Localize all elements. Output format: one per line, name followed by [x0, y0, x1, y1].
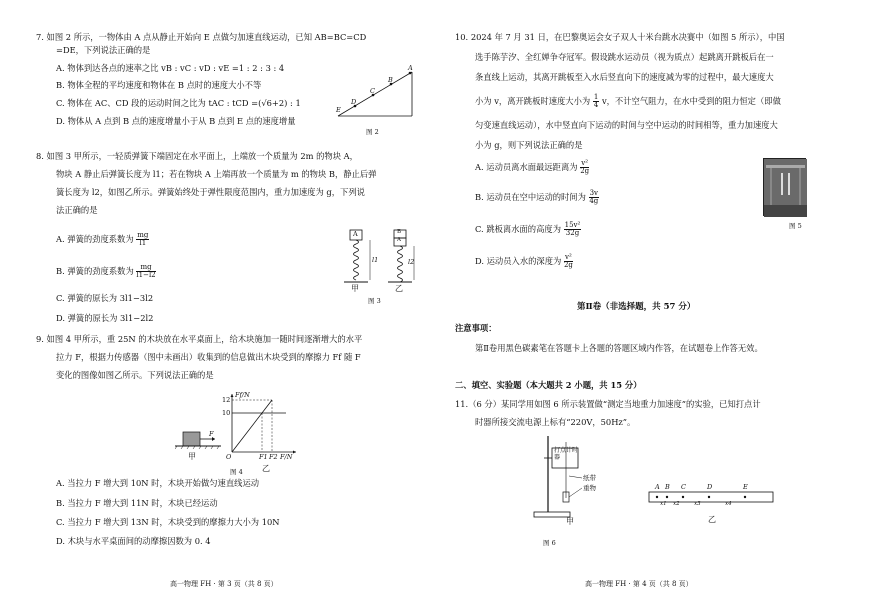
q10-line4-num: 1 [593, 93, 599, 101]
q11-stem-line2: 时器所接交流电源上标有“220V，50Hz”。 [475, 417, 636, 427]
fig2-point-d: D [351, 98, 357, 106]
figure-6-tape [647, 483, 775, 524]
q9-stem-line3: 变化的图像如图乙所示。下列说法正确的是 [56, 370, 214, 380]
q10-d-den: 2g [563, 261, 573, 269]
q10-stem-line2: 选手陈芋汐、全红婵争夺冠军。假设跳水运动员（视为质点）起跳离开跳板后在一 [475, 52, 774, 62]
fig6-gap-x3: x3 [694, 501, 701, 507]
q9-option-c: C. 当拉力 F 增大到 13N 时，木块受到的摩擦力大小为 10N [56, 517, 280, 527]
q7-option-c: C. 物体在 AC、CD 段的运动时间之比为 tAC : tCD =(√6+2) : 1 [56, 98, 301, 108]
fig6-tape-point-d: D [707, 483, 713, 491]
q7-option-d: D. 物体从 A 点到 B 点的速度增量小于从 B 点到 E 点的速度增量 [56, 116, 296, 126]
q7-option-a: A. 物体到达各点的速率之比 vB : vC : vD : vE =1 : 2 : 3 : 4 [56, 63, 285, 73]
figure-4-caption: 图 4 [230, 468, 243, 476]
fig3-label-yi: 乙 [395, 284, 403, 293]
q8-b-denominator: l1−l2 [136, 271, 156, 279]
q10-stem-line4 [475, 94, 781, 109]
figure-3-caption: 图 3 [368, 297, 381, 305]
fig2-point-a: A [408, 64, 413, 72]
figure-6-apparatus [530, 432, 620, 524]
fig6-label-yi: 乙 [708, 515, 716, 524]
fig2-point-b: B [388, 76, 393, 84]
q10-option-b-text: B. 运动员在空中运动的时间为 [475, 192, 586, 202]
q10-stem-line5: 匀变速直线运动），水中竖直向下运动的时间与空中运动的时间相等，重力加速度大 [475, 120, 778, 130]
fig4-axis-y: Ff/N [235, 391, 250, 399]
fig6-weight-label: 重物 [583, 484, 596, 492]
fig6-tape-point-a: A [655, 483, 660, 491]
q10-stem-line1: 10. 2024 年 7 月 31 日，在巴黎奥运会女子双人十米台跳水决赛中（如图 5 所示），中国 [455, 32, 785, 42]
figure-3-springs [336, 228, 416, 293]
q9-option-a: A. 当拉力 F 增大到 10N 时，木块开始做匀速直线运动 [56, 478, 260, 488]
fig6-label-jia: 甲 [566, 517, 574, 526]
q10-line4-pre: 小为 v，离开跳板时速度大小为 [475, 96, 591, 106]
fig4-force-label: F [209, 430, 214, 438]
q8-option-b [56, 264, 156, 279]
q10-c-num: 15v² [564, 221, 581, 229]
fig3-l1-label: l1 [372, 256, 379, 264]
q10-b-den: 4g [589, 197, 599, 205]
figure-6-caption: 图 6 [543, 539, 556, 547]
fig4-axis-x: F/N [280, 453, 293, 461]
q10-a-den: 2g [580, 167, 590, 175]
q10-option-a [475, 160, 589, 175]
q10-option-d [475, 254, 573, 269]
section-title: 二、填空、实验题（本大题共 2 小题，共 15 分） [455, 380, 642, 390]
q8-stem-line3: 簧长度为 l2，如图乙所示。弹簧始终处于弹性限度范围内，重力加速度为 g，下列说 [56, 187, 365, 197]
q9-stem-line2: 拉力 F，根据力传感器（图中未画出）收集到的信息做出木块受到的摩擦力 Ff 随 F [56, 352, 361, 362]
figure-2-incline [336, 64, 416, 120]
notes-body: 第Ⅱ卷用黑色碳素笔在答题卡上各题的答题区域内作答，在试题卷上作答无效。 [475, 343, 763, 353]
fig4-label-yi: 乙 [262, 464, 270, 473]
q10-option-a-text: A. 运动员离水面最远距离为 [475, 162, 578, 172]
q10-line4-post: v，不计空气阻力，在水中受到的阻力恒定（即做 [601, 96, 781, 106]
part2-title: 第Ⅱ卷（非选择题，共 57 分） [577, 302, 696, 312]
fig6-tape-point-c: C [681, 483, 686, 491]
q8-stem-line4: 法正确的是 [56, 205, 98, 215]
fig2-point-c: C [370, 87, 375, 95]
figure-2-caption: 图 2 [366, 128, 379, 136]
fig4-label-jia: 甲 [188, 452, 196, 461]
q10-d-num: v² [565, 253, 572, 261]
q8-stem-line1: 8. 如图 3 甲所示，一轻质弹簧下端固定在水平面上，上端放一个质量为 2m 的物块 A， [36, 151, 358, 161]
fig6-gap-x1: x1 [660, 501, 667, 507]
q7-stem-line1: 7. 如图 2 所示，一物体由 A 点从静止开始向 E 点做匀加速直线运动，已知 AB=BC=CD [36, 32, 367, 42]
fig3-block-a-left: A [353, 230, 358, 238]
q8-a-denominator: l1 [139, 239, 147, 247]
q8-option-b-text: B. 弹簧的劲度系数为 [56, 266, 134, 276]
q10-option-d-text: D. 运动员入水的深度为 [475, 256, 562, 266]
q8-a-numerator: mg [137, 231, 149, 239]
fig4-tick-12: 12 [222, 396, 231, 404]
q8-option-c: C. 弹簧的原长为 3l1−3l2 [56, 293, 154, 303]
fig6-tape-label: 纸带 [583, 474, 596, 482]
q8-b-numerator: mg [136, 264, 155, 272]
q10-option-c [475, 222, 581, 237]
q10-a-num: v² [581, 159, 589, 167]
q8-option-a-text: A. 弹簧的劲度系数为 [56, 234, 134, 244]
fig6-tape-point-b: B [665, 483, 670, 491]
q9-stem-line1: 9. 如图 4 甲所示，重 25N 的木块放在水平桌面上，给木块施加一随时间逐渐增大的水平 [36, 334, 363, 344]
q10-line4-den: 4 [593, 101, 599, 109]
q10-option-b [475, 190, 599, 205]
fig3-l2-label: l2 [408, 258, 415, 266]
figure-5-caption: 图 5 [789, 222, 802, 230]
fig3-label-jia: 甲 [351, 284, 359, 293]
q8-option-a [56, 232, 149, 247]
fig3-block-b: B [397, 229, 402, 235]
q10-stem-line3: 条直线上运动，其离开跳板至入水后竖直向下的速度减为零的过程中，最大速度大 [475, 72, 774, 82]
fig6-timer-label: 打点计时器 [554, 447, 579, 461]
q11-stem-line1: 11.（6 分）某同学用如图 6 所示装置做“测定当地重力加速度”的实验，已知打点计 [455, 399, 761, 409]
left-page-footer: 高一物理 FH · 第 3 页（共 8 页） [170, 579, 278, 588]
fig6-gap-x4: x4 [725, 501, 732, 507]
q10-b-num: 3v [589, 189, 598, 197]
q7-option-b: B. 物体全程的平均速度和物体在 B 点时的速度大小不等 [56, 80, 262, 90]
q9-option-b: B. 当拉力 F 增大到 11N 时，木块已经运动 [56, 498, 218, 508]
fig4-tick-f1: F1 [259, 453, 268, 461]
fig6-tape-point-e: E [743, 483, 748, 491]
fig3-block-a-right: A [397, 237, 401, 243]
q9-option-d: D. 木块与水平桌面间的动摩擦因数为 0. 4 [56, 536, 211, 546]
fig6-gap-x2: x2 [673, 501, 680, 507]
figure-4-block [175, 426, 221, 461]
fig4-origin: O [226, 453, 232, 461]
right-page [435, 0, 870, 599]
q8-option-d: D. 弹簧的原长为 3l1−2l2 [56, 313, 154, 323]
right-page-footer: 高一物理 FH · 第 4 页（共 8 页） [585, 579, 693, 588]
q10-c-den: 32g [565, 229, 580, 237]
figure-5-diving-photo [763, 158, 806, 216]
q8-stem-line2: 物块 A 静止后弹簧长度为 l1；若在物块 A 上端再放一个质量为 m 的物块 B，静止后弹 [56, 169, 377, 179]
fig4-tick-f2: F2 [269, 453, 278, 461]
notes-title: 注意事项： [455, 323, 497, 333]
q10-option-c-text: C. 跳板离水面的高度为 [475, 224, 561, 234]
fig2-point-e: E [336, 106, 341, 114]
q10-stem-line6: 小为 g，则下列说法正确的是 [475, 140, 583, 150]
q7-stem-line2: =DE，下列说法正确的是 [56, 45, 151, 55]
fig4-tick-10: 10 [222, 409, 231, 417]
